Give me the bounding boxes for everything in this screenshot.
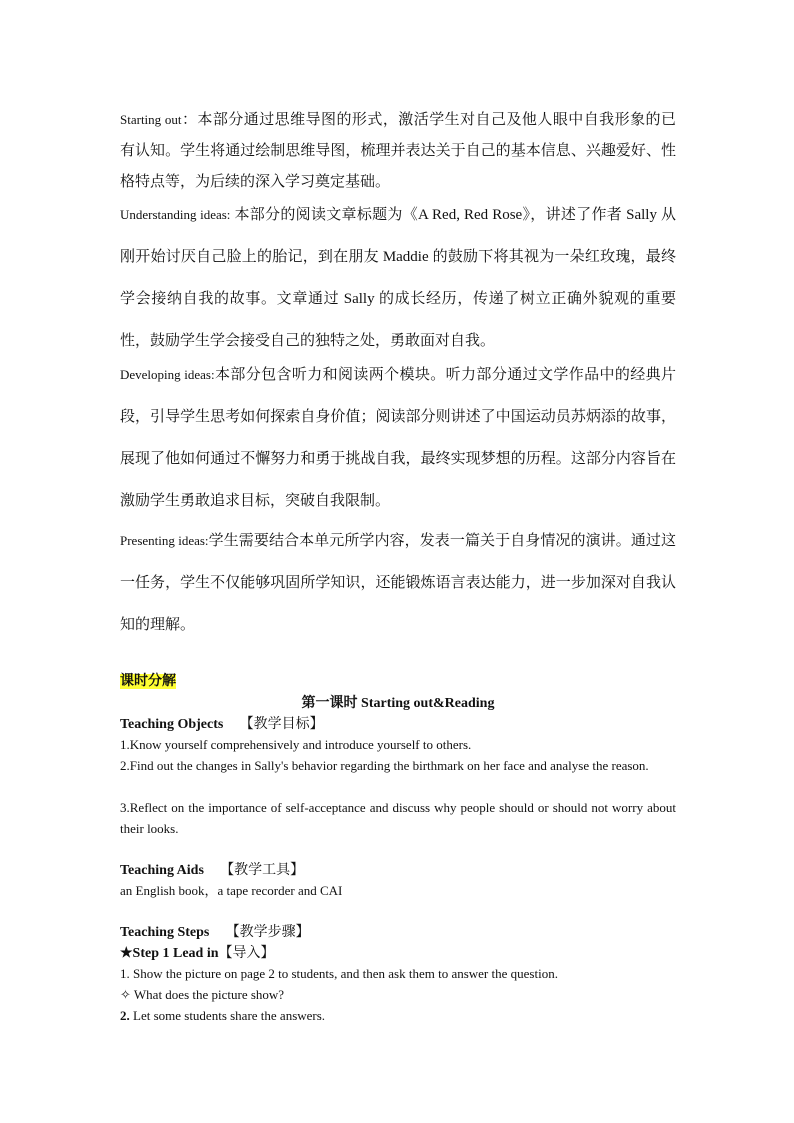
teaching-objects-heading: [120, 713, 676, 733]
section-title: 课时分解: [120, 674, 176, 689]
teaching-aids-heading: [120, 859, 676, 879]
paragraph-presenting-ideas: [120, 520, 676, 646]
objective-2: 2.Find out the changes in Sally's behavior regarding the birthmark on her face and analyse the reason.: [120, 758, 649, 773]
teaching-aids-text: an English book，a tape recorder and CAI: [120, 883, 343, 898]
section-heading: [120, 670, 676, 690]
text-presenting-ideas: 学生需要结合本单元所学内容，发表一篇关于自身情况的演讲。通过这一任务，学生不仅能够巩固所学知识，还能锻炼语言表达能力，进一步加深对自我认知的理解。: [120, 533, 676, 633]
objective-3: 3.Reflect on the importance of self-acceptance and discuss why people should or should not worry about their looks.: [120, 800, 676, 836]
text-understanding-ideas: 本部分的阅读文章标题为《A Red, Red Rose》，讲述了作者 Sally 从刚开始讨厌自己脸上的胎记，到在朋友 Maddie 的鼓励下将其视为一朵红玫瑰，最终学会接纳自我的故事。文章通过 Sally 的成长经历，传递了树立正确外貌观的重要性，鼓励学生学会接受自己的独特之处，勇敢面对自我。: [120, 207, 676, 349]
step1-line-3-number: 2.: [120, 1008, 130, 1023]
step1-heading: [120, 942, 676, 962]
paragraph-understanding-ideas: [120, 194, 676, 362]
step1-line-2: ✧ What does the picture show?: [120, 987, 285, 1002]
step1-line-1: 1. Show the picture on page 2 to students, and then ask them to answer the question.: [120, 966, 558, 981]
teaching-steps-en: Teaching Steps: [120, 925, 210, 940]
teaching-aids-cn: 【教学工具】: [220, 863, 305, 878]
teaching-objects-en: Teaching Objects: [120, 717, 224, 732]
lesson-title: 第一课时 Starting out&Reading: [301, 696, 495, 711]
paragraph-developing-ideas: [120, 354, 676, 522]
label-presenting-ideas: Presenting ideas:: [120, 533, 209, 548]
text-developing-ideas: 本部分包含听力和阅读两个模块。听力部分通过文学作品中的经典片段，引导学生思考如何探索自身价值；阅读部分则讲述了中国运动员苏炳添的故事，展现了他如何通过不懈努力和勇于挑战自我，最终实现梦想的历程。这部分内容旨在激励学生勇敢追求目标，突破自我限制。: [120, 367, 676, 509]
teaching-steps-cn: 【教学步骤】: [225, 925, 310, 940]
label-starting-out: Starting out: [120, 112, 182, 127]
step1-line-3: [120, 1005, 676, 1026]
text-starting-out: ：本部分通过思维导图的形式，激活学生对自己及他人眼中自我形象的已有认知。学生将通过绘制思维导图，梳理并表达关于自己的基本信息、兴趣爱好、性格特点等，为后续的深入学习奠定基础。: [120, 112, 676, 190]
paragraph-starting-out: [120, 104, 676, 198]
teaching-objects-cn: 【教学目标】: [239, 717, 324, 732]
label-developing-ideas: Developing ideas:: [120, 367, 215, 382]
teaching-steps-heading: [120, 921, 676, 941]
label-understanding-ideas: Understanding ideas:: [120, 207, 231, 222]
step1-title-cn: 【导入】: [218, 946, 275, 961]
step1-title: ★Step 1 Lead in: [120, 946, 219, 961]
objective-1: 1.Know yourself comprehensively and introduce yourself to others.: [120, 737, 472, 752]
teaching-aids-en: Teaching Aids: [120, 863, 204, 878]
step1-line-3-text: Let some students share the answers.: [129, 1008, 326, 1023]
